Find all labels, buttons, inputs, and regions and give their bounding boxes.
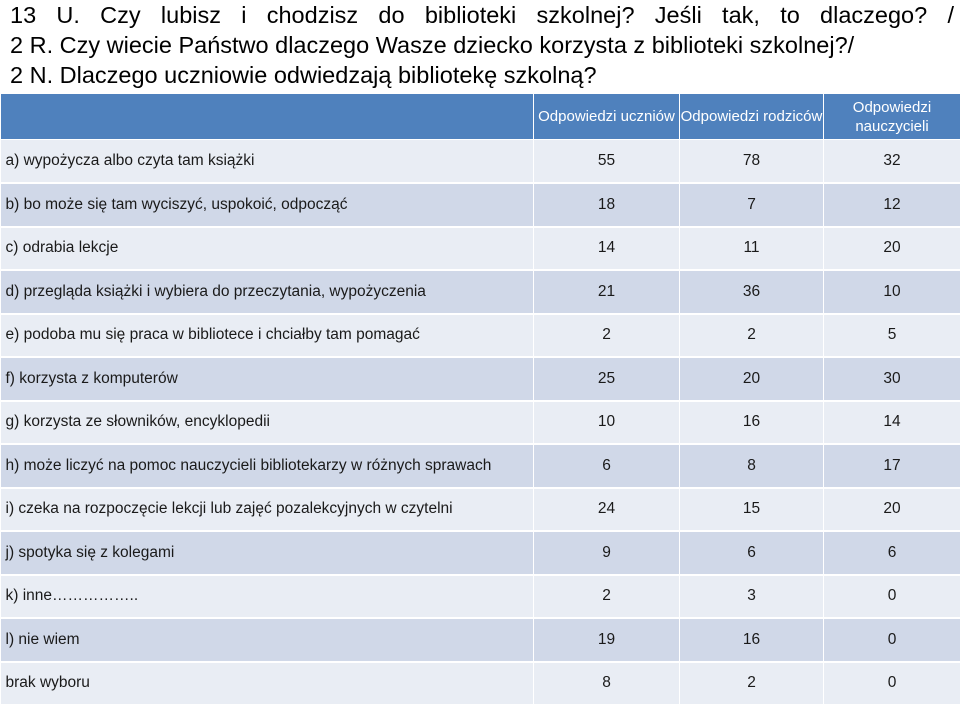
value-parents: 78	[680, 140, 824, 184]
value-parents: 8	[680, 444, 824, 488]
value-students: 6	[534, 444, 680, 488]
table-row	[1, 662, 960, 706]
row-label: c) odrabia lekcje	[1, 227, 534, 271]
table-row	[1, 140, 960, 184]
value-parents: 2	[680, 662, 824, 706]
value-students: 2	[534, 575, 680, 619]
table-row	[1, 270, 960, 314]
table-row	[1, 575, 960, 619]
table-row	[1, 618, 960, 662]
row-label: d) przegląda książki i wybiera do przeczytania, wypożyczenia	[1, 270, 534, 314]
value-parents: 11	[680, 227, 824, 271]
value-students: 25	[534, 357, 680, 401]
table-row	[1, 531, 960, 575]
title-line-2: 2 R. Czy wiecie Państwo dlaczego Wasze dziecko korzysta z biblioteki szkolnej?/	[10, 32, 855, 58]
value-parents: 20	[680, 357, 824, 401]
value-teachers: 0	[824, 575, 960, 619]
row-label: a) wypożycza albo czyta tam książki	[1, 140, 534, 184]
row-label: j) spotyka się z kolegami	[1, 531, 534, 575]
row-label: h) może liczyć na pomoc nauczycieli bibliotekarzy w różnych sprawach	[1, 444, 534, 488]
value-teachers: 10	[824, 270, 960, 314]
value-students: 2	[534, 314, 680, 358]
value-parents: 6	[680, 531, 824, 575]
title-line-1: 13 U. Czy lubisz i chodzisz do biblioteki szkolnej? Jeśli tak, to dlaczego? /	[10, 2, 954, 28]
table-row	[1, 314, 960, 358]
value-teachers: 32	[824, 140, 960, 184]
header-parents: Odpowiedzi rodziców	[680, 94, 824, 140]
results-table	[0, 93, 960, 706]
value-students: 9	[534, 531, 680, 575]
row-label: k) inne……………..	[1, 575, 534, 619]
row-label: e) podoba mu się praca w bibliotece i chciałby tam pomagać	[1, 314, 534, 358]
value-students: 14	[534, 227, 680, 271]
value-students: 8	[534, 662, 680, 706]
table-row	[1, 183, 960, 227]
row-label: i) czeka na rozpoczęcie lekcji lub zajęć pozalekcyjnych w czytelni	[1, 488, 534, 532]
row-label: g) korzysta ze słowników, encyklopedii	[1, 401, 534, 445]
value-students: 19	[534, 618, 680, 662]
value-students: 21	[534, 270, 680, 314]
value-teachers: 20	[824, 488, 960, 532]
value-parents: 16	[680, 401, 824, 445]
value-teachers: 12	[824, 183, 960, 227]
row-label: brak wyboru	[1, 662, 534, 706]
value-teachers: 0	[824, 618, 960, 662]
value-students: 18	[534, 183, 680, 227]
value-students: 10	[534, 401, 680, 445]
row-label: b) bo może się tam wyciszyć, uspokoić, odpocząć	[1, 183, 534, 227]
value-students: 24	[534, 488, 680, 532]
value-teachers: 30	[824, 357, 960, 401]
value-parents: 15	[680, 488, 824, 532]
row-label: l) nie wiem	[1, 618, 534, 662]
value-parents: 7	[680, 183, 824, 227]
value-parents: 3	[680, 575, 824, 619]
row-label: f) korzysta z komputerów	[1, 357, 534, 401]
table-row	[1, 488, 960, 532]
value-parents: 36	[680, 270, 824, 314]
table-body	[1, 140, 960, 706]
table-row	[1, 357, 960, 401]
value-teachers: 6	[824, 531, 960, 575]
page-title	[10, 0, 954, 90]
title-line-3: 2 N. Dlaczego uczniowie odwiedzają bibliotekę szkolną?	[10, 62, 597, 88]
value-parents: 2	[680, 314, 824, 358]
table-row	[1, 444, 960, 488]
value-teachers: 17	[824, 444, 960, 488]
header-blank	[1, 94, 534, 140]
header-students: Odpowiedzi uczniów	[534, 94, 680, 140]
value-parents: 16	[680, 618, 824, 662]
value-teachers: 0	[824, 662, 960, 706]
table-row	[1, 401, 960, 445]
value-teachers: 14	[824, 401, 960, 445]
table-header-row	[1, 94, 960, 140]
table-row	[1, 227, 960, 271]
value-teachers: 20	[824, 227, 960, 271]
value-teachers: 5	[824, 314, 960, 358]
value-students: 55	[534, 140, 680, 184]
header-teachers: Odpowiedzi nauczycieli	[824, 94, 960, 140]
